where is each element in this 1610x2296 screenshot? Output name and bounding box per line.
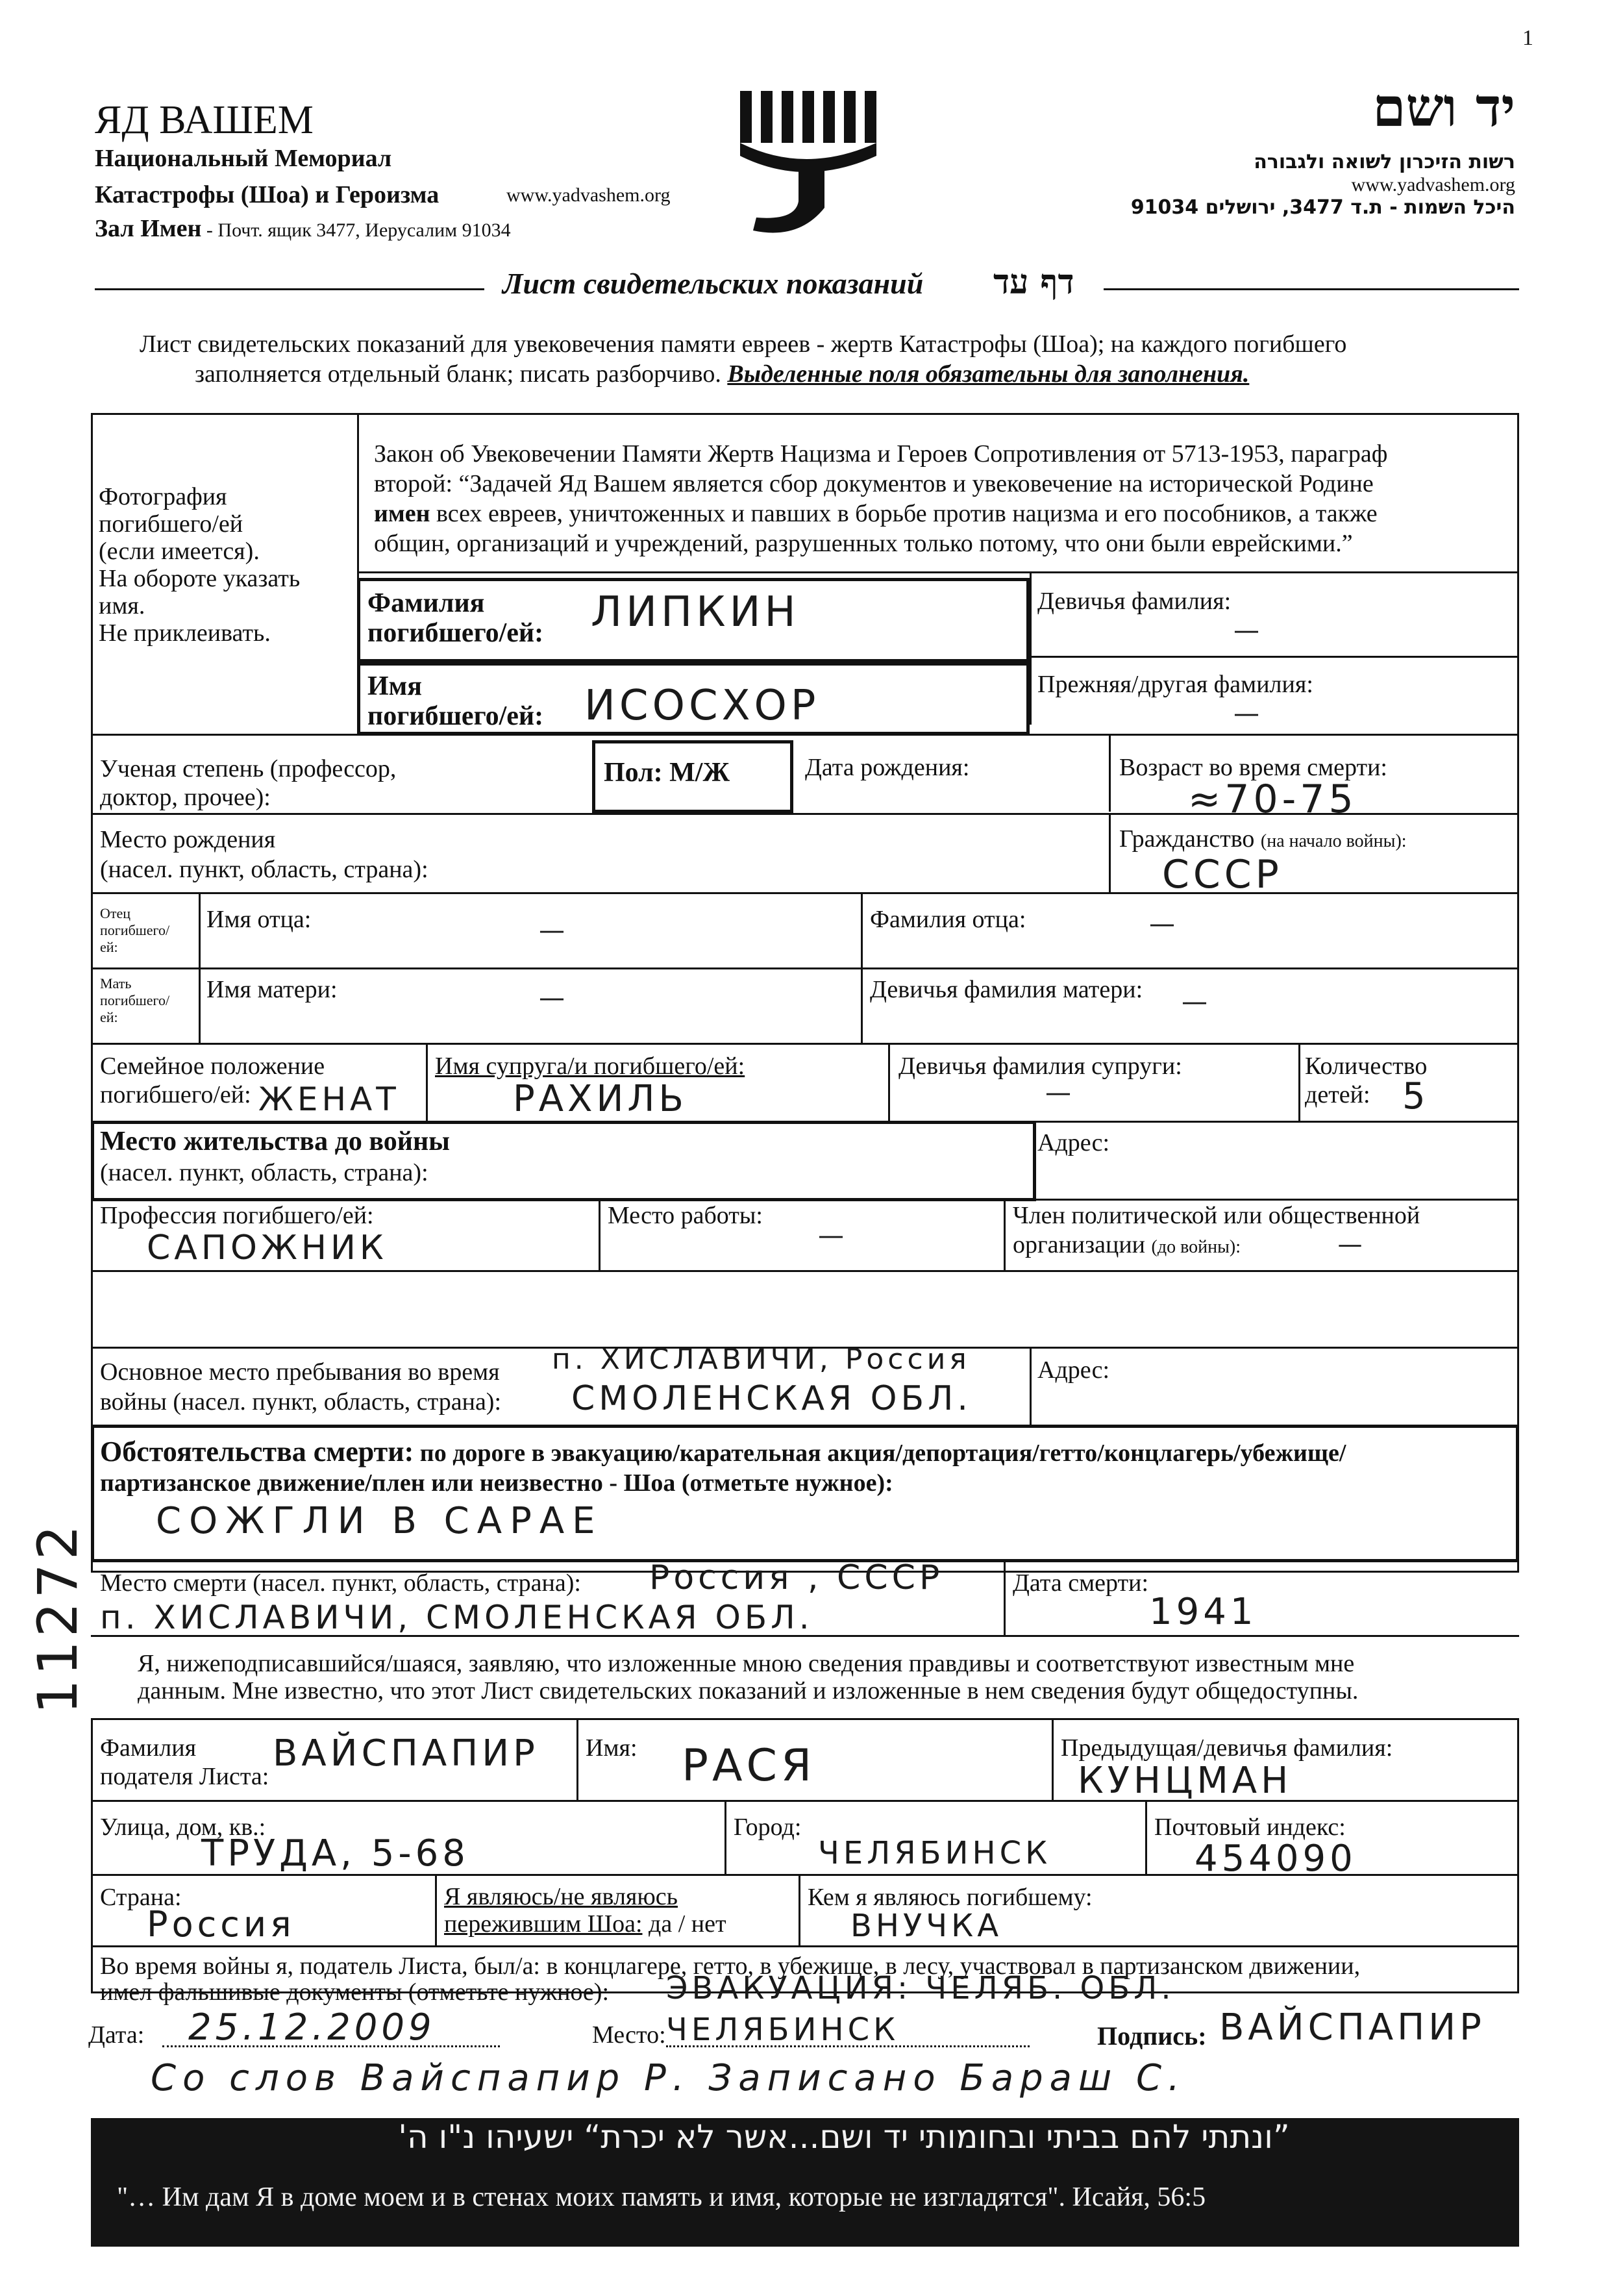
death-date-divider (1004, 1562, 1006, 1635)
father-name-label: Имя отца: (206, 906, 312, 933)
citizenship-divider (1109, 813, 1111, 892)
victim-name-label: Имя погибшего/ей: (367, 671, 544, 731)
intro-line-1: Лист свидетельских показаний для увековечения памяти евреев - жертв Катастрофы (Шоа); на каждого погибшего (140, 331, 1347, 358)
profession-value: САПОЖНИК (147, 1229, 388, 1267)
victim-surname-value: ЛИПКИН (591, 588, 800, 636)
father-name-value: — (539, 916, 569, 945)
birthdate-label: Дата рождения: (805, 754, 970, 781)
org-url-he: www.yadvashem.org (1351, 174, 1515, 195)
victim-maiden-value: — (1233, 616, 1263, 645)
submitter-rule-2 (91, 1874, 1519, 1876)
submitter-surname-value: ВАЙСПАПИР (273, 1732, 539, 1775)
intro-line-2: заполняется отдельный бланк; писать разборчиво. Выделенные поля обязательны для заполнения. (195, 360, 1250, 388)
war-status-line-2: имел фальшивые документы (отметьте нужное): (100, 1978, 610, 2006)
zip-divider (1145, 1800, 1147, 1874)
row-rule-7 (91, 1199, 1519, 1201)
country-label: Страна: (100, 1884, 182, 1911)
workplace-value: — (818, 1221, 848, 1251)
workplace-divider (599, 1199, 601, 1270)
menorah-logo-icon (727, 78, 902, 240)
declaration-line-2: данным. Мне известно, что этот Лист свидетельских показаний и изложенные в нем сведения будут общедоступны. (138, 1677, 1359, 1704)
signature-label: Подпись: (1097, 2021, 1207, 2051)
survivor-divider (435, 1874, 437, 1945)
org-address-he: היכל השמות - ת.ד 3477, ירושלים 91034 (1130, 196, 1515, 219)
birthplace-label: Место рождения (насел. пункт, область, страна): (100, 826, 428, 883)
spouse-value: РАХИЛЬ (513, 1078, 687, 1120)
sex-label: Пол: М/Ж (604, 758, 730, 788)
spouse-maiden-value: — (1045, 1078, 1075, 1108)
children-label: Количество детей: (1305, 1053, 1428, 1108)
spouse-divider (426, 1043, 428, 1122)
survivor-label: Я являюсь/не являюсь пережившим Шоа: да / нет (444, 1883, 726, 1938)
member-divider (1004, 1199, 1006, 1270)
spouse-maiden-divider (888, 1043, 890, 1122)
residence-label-bold: Место жительства до войны (100, 1127, 450, 1156)
victim-name-value: ИСОСХОР (584, 682, 820, 730)
submitter-prev-surname-value: КУНЦМАН (1078, 1760, 1293, 1802)
mother-tag: Мать погибшего/ ей: (100, 975, 170, 1025)
side-number: 11272 (26, 1521, 90, 1714)
country-value: Россия (147, 1904, 295, 1945)
workplace-label: Место работы: (608, 1202, 763, 1229)
father-surname-value: — (1149, 909, 1179, 939)
residence-label-sub: (насел. пункт, область, страна): (100, 1159, 428, 1186)
victim-maiden-label: Девичья фамилия: (1037, 588, 1232, 615)
signature-value: ВАЙСПАПИР (1219, 2006, 1485, 2049)
recorded-note: Со слов Вайспапир Р. Записано Бараш С. (151, 2057, 1186, 2099)
page-mark: 1 (1522, 26, 1533, 50)
place-line (666, 2045, 1030, 2047)
submitter-name-label: Имя: (586, 1734, 638, 1762)
row-rule-4 (91, 967, 1519, 969)
children-value: 5 (1402, 1075, 1430, 1117)
relation-value: ВНУЧКА (850, 1908, 1003, 1944)
relation-label: Кем я являюсь погибшему: (808, 1884, 1093, 1911)
mother-maiden-label: Девичья фамилия матери: (870, 976, 1143, 1003)
maiden-rule (1030, 656, 1519, 658)
wartime-address-label: Адрес: (1037, 1356, 1110, 1384)
title-rule-right (1104, 288, 1519, 290)
submitter-name-value: РАСЯ (682, 1740, 816, 1791)
relation-divider (799, 1874, 800, 1945)
street-value: ТРУДА, 5-68 (201, 1832, 469, 1875)
mother-maiden-value: — (1182, 987, 1211, 1017)
footer-quote-ru: "… Им дам Я в доме моем и в стенах моих память и имя, которые не изгладятся". Исайя, 56:5 (117, 2182, 1206, 2212)
spouse-label: Имя супруга/и погибшего/ей: (435, 1053, 745, 1080)
war-status-line-1: Во время войны я, податель Листа, был/а: в концлагере, гетто, в убежище, в лесу, участвовал в партизанском движении, (100, 1953, 1361, 1980)
maiden-divider (1030, 571, 1032, 725)
death-place-label: Место смерти (насел. пункт, область, страна): (100, 1569, 581, 1597)
victim-surname-label: Фамилия погибшего/ей: (367, 588, 544, 648)
children-divider (1298, 1043, 1300, 1122)
date-line (162, 2045, 500, 2047)
row-rule-5 (91, 1043, 1519, 1045)
death-circumstances-line-2: партизанское движение/плен или неизвестно - Шоа (отметьте нужное): (100, 1469, 893, 1497)
row-rule-2 (91, 813, 1519, 815)
spouse-maiden-label: Девичья фамилия супруги: (898, 1053, 1182, 1080)
submitter-prev-divider (1052, 1718, 1054, 1800)
wartime-place-label: Основное место пребывания во время войны (насел. пункт, область, страна): (100, 1358, 502, 1416)
org-subtitle-he: רשות הזיכרון לשואה ולגבורה (1254, 151, 1515, 173)
org-subtitle-ru-2: Катастрофы (Шоа) и Героизма (95, 181, 440, 208)
row-rule-3 (91, 892, 1519, 894)
member-label: Член политической или общественной организации (до войны): — (1013, 1202, 1420, 1258)
death-row-rule (91, 1635, 1519, 1637)
org-title-he: יד ושם (1372, 77, 1515, 139)
street-label: Улица, дом, кв.: (100, 1814, 266, 1841)
declaration-line-1: Я, нижеподписавшийся/шаяся, заявляю, что изложенные мною сведения правдивы и соответствуют известным мне (138, 1650, 1355, 1677)
date-value: 25.12.2009 (188, 2006, 436, 2049)
law-bottom-rule (357, 571, 1519, 573)
age-divider (1109, 734, 1111, 812)
place-label: Место: (592, 2021, 666, 2049)
form-title-ru: Лист свидетельских показаний (502, 267, 924, 300)
citizenship-value: СССР (1162, 852, 1283, 897)
profession-label: Профессия погибшего/ей: (100, 1202, 374, 1229)
age-label: Возраст во время смерти: (1119, 754, 1387, 781)
city-value: ЧЕЛЯБИНСК (818, 1835, 1052, 1871)
form-title-he: דף עד (993, 262, 1074, 302)
org-url-ru: www.yadvashem.org (506, 184, 671, 206)
submitter-rule-3 (91, 1945, 1519, 1947)
marital-value: ЖЕНАТ (258, 1080, 400, 1118)
marital-label: Семейное положение погибшего/ей: (100, 1053, 325, 1108)
death-place-value-1: Россия , СССР (649, 1558, 944, 1597)
date-label: Дата: (88, 2021, 145, 2049)
submitter-surname-label: Фамилия подателя Листа: (100, 1734, 269, 1790)
submitter-prev-surname-label: Предыдущая/девичья фамилия: (1061, 1734, 1393, 1762)
title-rule-left (95, 288, 484, 290)
death-circumstances-line-1: Обстоятельства смерти: по дороге в эвакуацию/карательная акция/депортация/гетто/концлагерь/убежище/ (100, 1436, 1346, 1467)
footer-quote-he: ”ונתתי להם בביתי ובחומותי יד ושם...אשר לא יכרת“ ישעיהו נ"ו ה' (398, 2118, 1290, 2156)
place-value: ЧЕЛЯБИНСК (666, 2012, 900, 2048)
wartime-place-value-1: п. ХИСЛАВИЧИ, Россия (552, 1343, 971, 1376)
death-place-value-2: п. ХИСЛАВИЧИ, СМОЛЕНСКАЯ ОБЛ. (100, 1599, 813, 1636)
submitter-name-divider (576, 1718, 578, 1800)
war-status-value: ЭВАКУАЦИЯ: ЧЕЛЯБ. ОБЛ. (666, 1970, 1175, 2006)
wartime-place-value-2: СМОЛЕНСКАЯ ОБЛ. (571, 1379, 972, 1418)
org-subtitle-ru-1: Национальный Мемориал (95, 145, 392, 172)
mother-name-label: Имя матери: (206, 976, 338, 1003)
city-divider (724, 1800, 726, 1874)
org-title-ru: ЯД ВАШЕМ (95, 98, 314, 142)
org-address-ru: Зал Имен - Почт. ящик 3477, Иерусалим 91034 (95, 215, 511, 242)
photo-instructions: Фотография погибшего/ей (если имеется). На обороте указать имя. Не приклеивать. (99, 483, 301, 647)
row-rule-1 (91, 734, 1519, 736)
death-date-value: 1941 (1149, 1591, 1257, 1633)
mother-name-value: — (539, 983, 569, 1013)
citizenship-label: Гражданство (на начало войны): (1119, 825, 1407, 853)
degree-label: Ученая степень (профессор, доктор, прочее): (100, 755, 397, 811)
city-label: Город: (734, 1814, 802, 1841)
father-surname-label: Фамилия отца: (870, 906, 1026, 933)
row-rule-8 (91, 1270, 1519, 1272)
death-circumstances-value: СОЖГЛИ В САРАЕ (156, 1500, 603, 1542)
wartime-address-divider (1030, 1347, 1032, 1425)
victim-other-surname-value: — (1233, 699, 1263, 729)
submitter-rule-1 (91, 1800, 1519, 1802)
zip-value: 454090 (1195, 1838, 1357, 1880)
father-tag: Отец погибшего/ ей: (100, 905, 170, 955)
age-value: ≈70-75 (1188, 777, 1357, 822)
victim-other-surname-label: Прежняя/другая фамилия: (1037, 671, 1313, 698)
law-quote: Закон об Увековечении Памяти Жертв Нацизма и Героев Сопротивления от 5713-1953, параграф второй: “Задачей Яд Вашем является сбор документов и увековечение на исторической Родине имен всех евреев, уничтоженных и павших в борьбе против нацизма и его пособников, а также общин, организаций и учреждений, разрушенных только потому, что они были еврейскими.” (374, 440, 1388, 557)
death-date-label: Дата смерти: (1013, 1569, 1149, 1597)
zip-label: Почтовый индекс: (1154, 1814, 1346, 1841)
residence-address-label: Адрес: (1037, 1129, 1110, 1156)
